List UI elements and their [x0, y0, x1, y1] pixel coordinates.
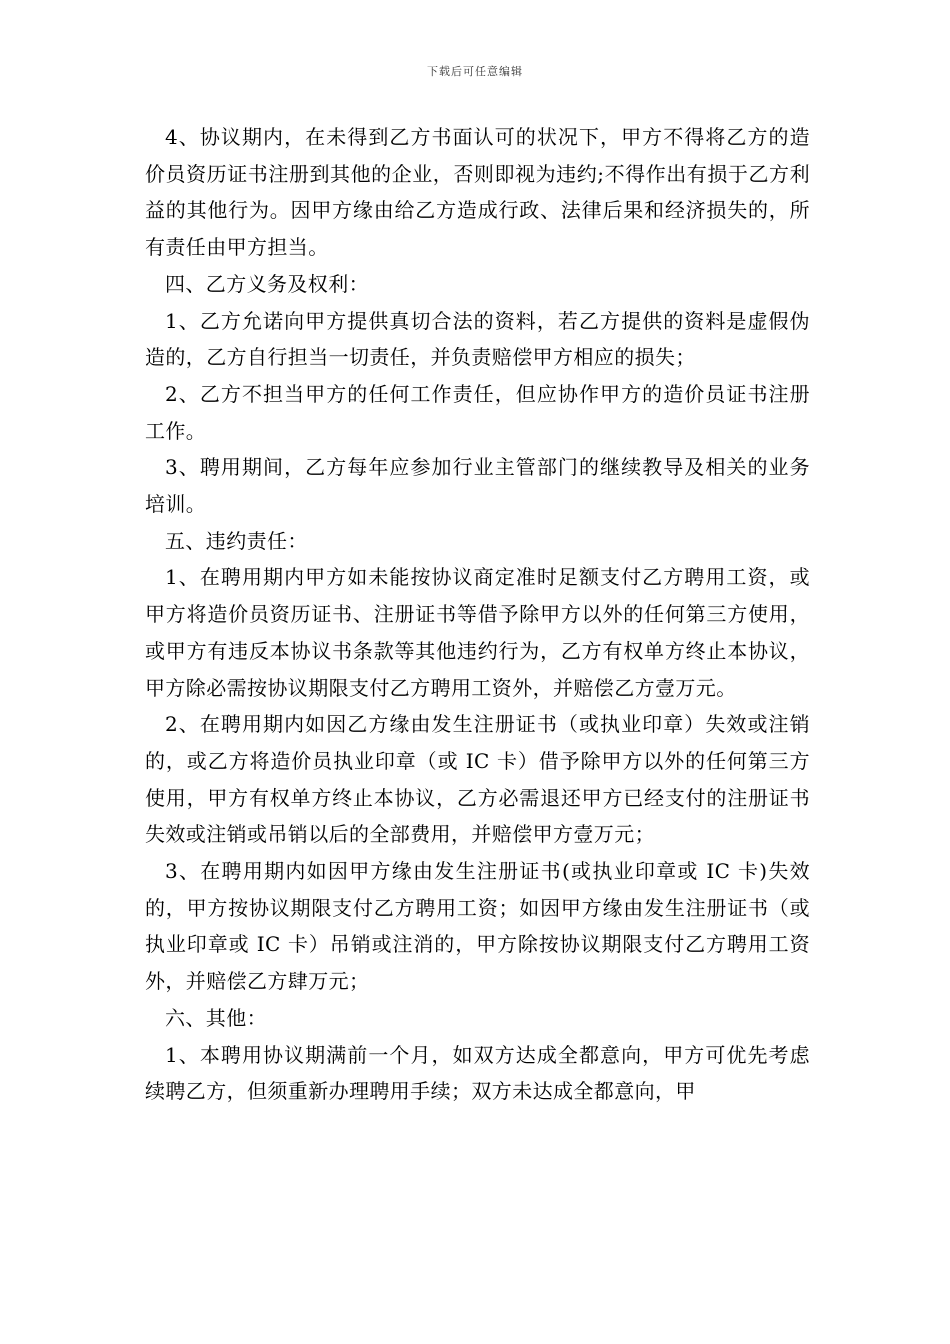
- paragraph-clause-4: 4、协议期内，在未得到乙方书面认可的状况下，甲方不得将乙方的造价员资历证书注册到其他的企业，否则即视为违约;不得作出有损于乙方利益的其他行为。因甲方缘由给乙方造成行政、法律后果和经济损失的，所有责任由甲方担当。: [145, 125, 810, 260]
- page-header: 下载后可任意编辑: [427, 65, 523, 78]
- paragraph-breach-2: 2、在聘用期内如因乙方缘由发生注册证书（或执业印章）失效或注销的，或乙方将造价员执业印章（或 IC 卡）借予除甲方以外的任何第三方使用，甲方有权单方终止本协议，乙方必需退还甲方已经支付的注册证书失效或注销或吊销以后的全部费用，并赔偿甲方壹万元；: [145, 712, 810, 847]
- paragraph-breach-1: 1、在聘用期内甲方如未能按协议商定准时足额支付乙方聘用工资，或甲方将造价员资历证书、注册证书等借予除甲方以外的任何第三方使用，或甲方有违反本协议书条款等其他违约行为，乙方有权单方终止本协议，甲方除必需按协议期限支付乙方聘用工资外，并赔偿乙方壹万元。: [145, 565, 810, 700]
- paragraph-party-b-1: 1、乙方允诺向甲方提供真切合法的资料，若乙方提供的资料是虚假伪造的，乙方自行担当一切责任，并负责赔偿甲方相应的损失；: [145, 308, 810, 370]
- paragraph-other-1: 1、本聘用协议期满前一个月，如双方达成全都意向，甲方可优先考虑续聘乙方，但须重新办理聘用手续；双方未达成全都意向，甲: [145, 1042, 810, 1104]
- paragraph-party-b-3: 3、聘用期间，乙方每年应参加行业主管部门的继续教导及相关的业务培训。: [145, 455, 810, 517]
- paragraph-party-b-2: 2、乙方不担当甲方的任何工作责任，但应协作甲方的造价员证书注册工作。: [145, 381, 810, 443]
- section-heading-party-b-duties: 四、乙方义务及权利：: [165, 271, 369, 296]
- section-heading-other: 六、其他：: [165, 1005, 267, 1030]
- document-body: [145, 119, 810, 1110]
- section-heading-breach-liability: 五、违约责任：: [165, 528, 308, 553]
- paragraph-breach-3: 3、在聘用期内如因甲方缘由发生注册证书(或执业印章或 IC 卡)失效的，甲方按协议期限支付乙方聘用工资；如因甲方缘由发生注册证书（或执业印章或 IC 卡）吊销或注消的，甲方除按协议期限支付乙方聘用工资外，并赔偿乙方肆万元；: [145, 859, 810, 994]
